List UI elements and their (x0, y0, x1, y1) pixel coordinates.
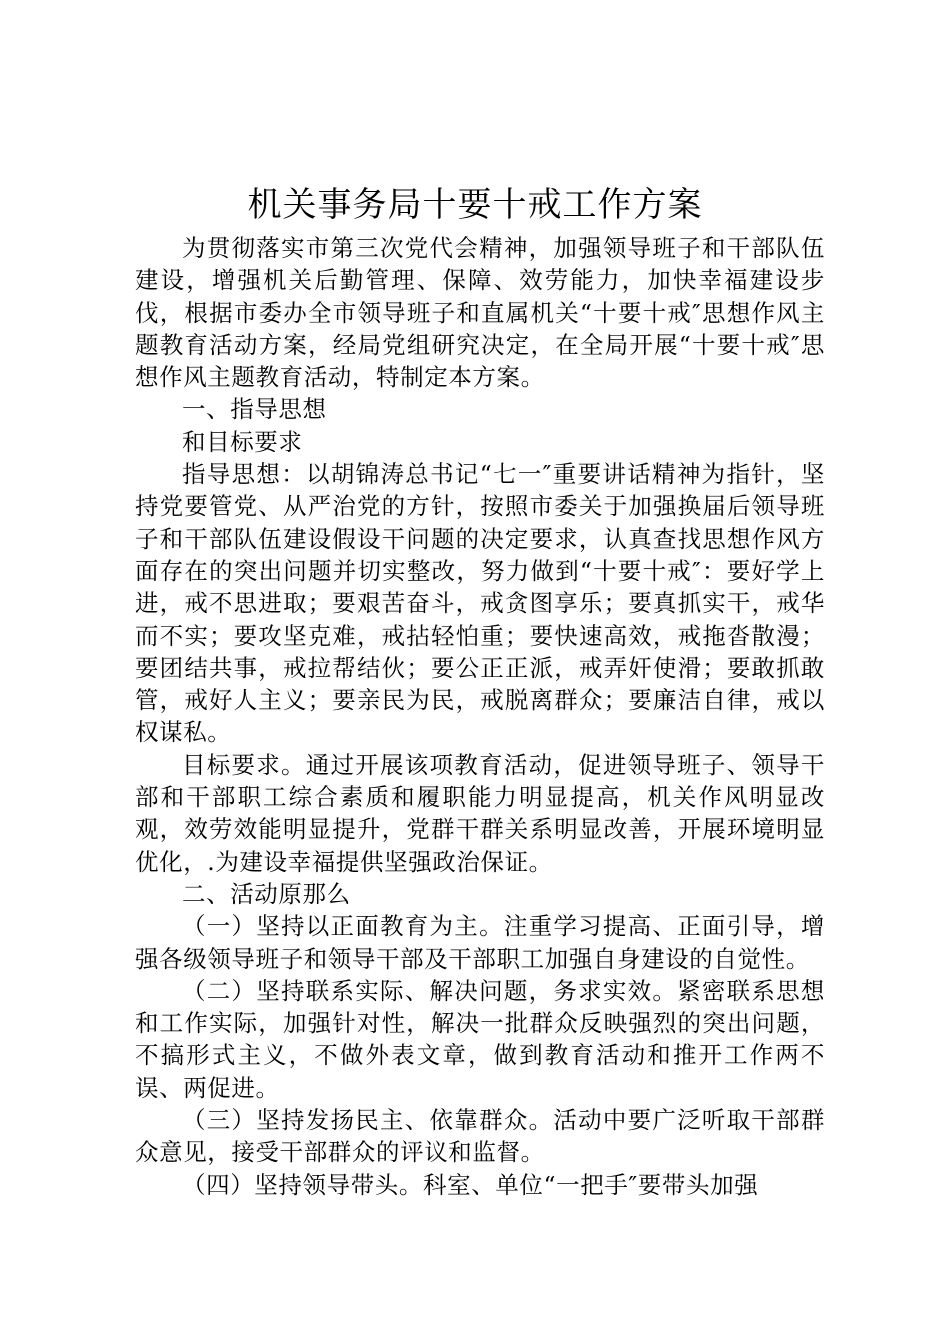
section1-heading-line1: 一、指导思想 (182, 395, 327, 424)
principle-1-paragraph: （一）坚持以正面教育为主。注重学习提高、正面引导，增强各级领导班子和领导干部及干部职工加强自身建设的自觉性。 (135, 912, 825, 973)
section1-heading-line2: 和目标要求 (182, 427, 303, 456)
document-title: 机关事务局十要十戒工作方案 (247, 185, 703, 225)
principle-2-paragraph: （二）坚持联系实际、解决问题，务求实效。紧密联系思想和工作实际，加强针对性，解决一批群众反映强烈的突出问题，不搞形式主义，不做外表文章，做到教育活动和推开工作两不误、两促进。 (135, 976, 825, 1102)
intro-paragraph: 为贯彻落实市第三次党代会精神，加强领导班子和干部队伍建设，增强机关后勤管理、保障、效劳能力，加快幸福建设步伐，根据市委办全市领导班子和直属机关“十要十戒″思想作风主题教育活动方案，经局党组研究决定，在全局开展“十要十戒″思想作风主题教育活动，特制定本方案。 (135, 234, 825, 392)
principle-3-paragraph: （三）坚持发扬民主、依靠群众。活动中要广泛听取干部群众意见，接受干部群众的评议和监督。 (135, 1106, 825, 1167)
guiding-thought-paragraph: 指导思想：以胡锦涛总书记“七一″重要讲话精神为指针，坚持党要管党、从严治党的方针，按照市委关于加强换届后领导班子和干部队伍建设假设干问题的决定要求，认真查找思想作风方面存在的突出问题并切实整改，努力做到“十要十戒″：要好学上进，戒不思进取；要艰苦奋斗，戒贪图享乐；要真抓实干，戒华而不实；要攻坚克难，戒拈轻怕重；要快速高效，戒拖沓散漫；要团结共事，戒拉帮结伙；要公正正派，戒弄奸使滑；要敢抓敢管，戒好人主义；要亲民为民，戒脱离群众；要廉洁自律，戒以权谋私。 (135, 460, 825, 747)
section2-heading: 二、活动原那么 (182, 879, 351, 908)
target-requirements-paragraph: 目标要求。通过开展该项教育活动，促进领导班子、领导干部和干部职工综合素质和履职能力明显提高，机关作风明显改观，效劳效能明显提升，党群干群关系明显改善，开展环境明显优化，.为建设幸福提供坚强政治保证。 (135, 750, 825, 876)
document-body (135, 232, 825, 1201)
principle-4-paragraph: （四）坚持领导带头。科室、单位“一把手″要带头加强 (182, 1170, 759, 1199)
